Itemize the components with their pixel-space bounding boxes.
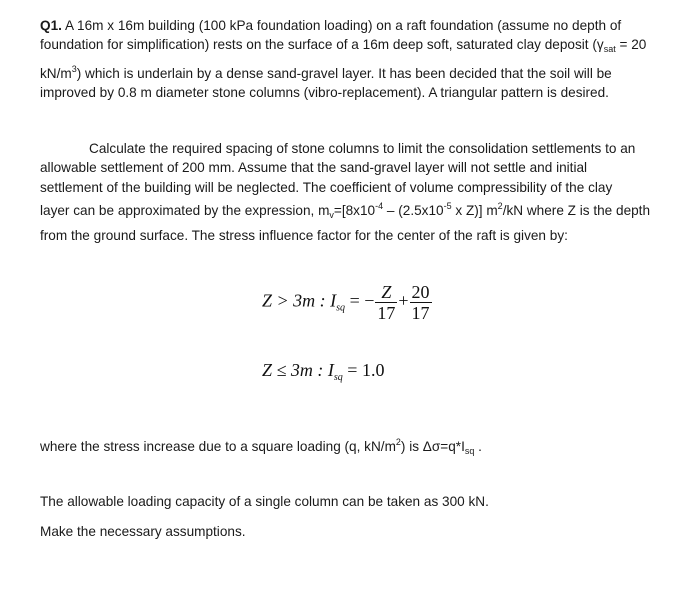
assumptions-note: Make the necessary assumptions. [40, 524, 246, 539]
task-line-2: allowable settlement of 200 mm. Assume that the sand-gravel layer will not settle and initial [40, 160, 588, 176]
equation-influence-shallow: Z ≤ 3m : $I_{sq} = 1.0$ [262, 360, 385, 383]
task-line-4: layer can be approximated by the expression, $m_v=[8x10^{-4} - (2.5x10^{-5}$ x Z)] $m^2/kN$ where Z is the depth [40, 201, 651, 221]
task-line-5: from the ground surface. The stress influence factor for the center of the raft is given by: [40, 227, 568, 243]
fraction-z-over-17: $\frac{Z}{17}$ [377, 282, 396, 323]
task-line-3: settlement of the building will be neglected. The coefficient of volume compressibility of the clay [40, 179, 613, 195]
task-line-1: Calculate the required spacing of stone columns to limit the consolidation settlements to an [89, 141, 636, 156]
task-paragraph [40, 139, 672, 245]
question-line-1: Q1. A 16m x 16m building (100 kPa foundation loading) on a raft foundation (assume no depth of [40, 18, 622, 33]
fraction-20-over-17: $\frac{20}{17}$ [411, 282, 430, 323]
gamma-symbol: γ [596, 37, 604, 53]
stress-note: where the stress increase due to a square loading (q, $kN/m^2$) is $\Delta\sigma=q*I_{sq}$ . [40, 437, 482, 456]
question-line-4: improved by 0.8 m diameter stone columns (vibro-replacement). A triangular pattern is desired. [40, 85, 609, 101]
capacity-note: The allowable loading capacity of a single column can be taken as 300 kN. [40, 494, 489, 509]
question-line-2: foundation for simplification) rests on the surface of a 16m deep soft, saturated clay deposit ($\gamma_{sat} = 20$ [40, 37, 647, 55]
question-paragraph [40, 16, 672, 103]
equation-influence-deep: Z > 3m : $I_{sq}$ = − $\frac{Z}{17}$ + $\frac{20}{17}$ [262, 282, 430, 323]
question-number: Q1. [40, 18, 62, 33]
question-line-3: $kN/m^3$) which is underlain by a dense sand-gravel layer. It has been decided that the soil will be [40, 63, 612, 81]
